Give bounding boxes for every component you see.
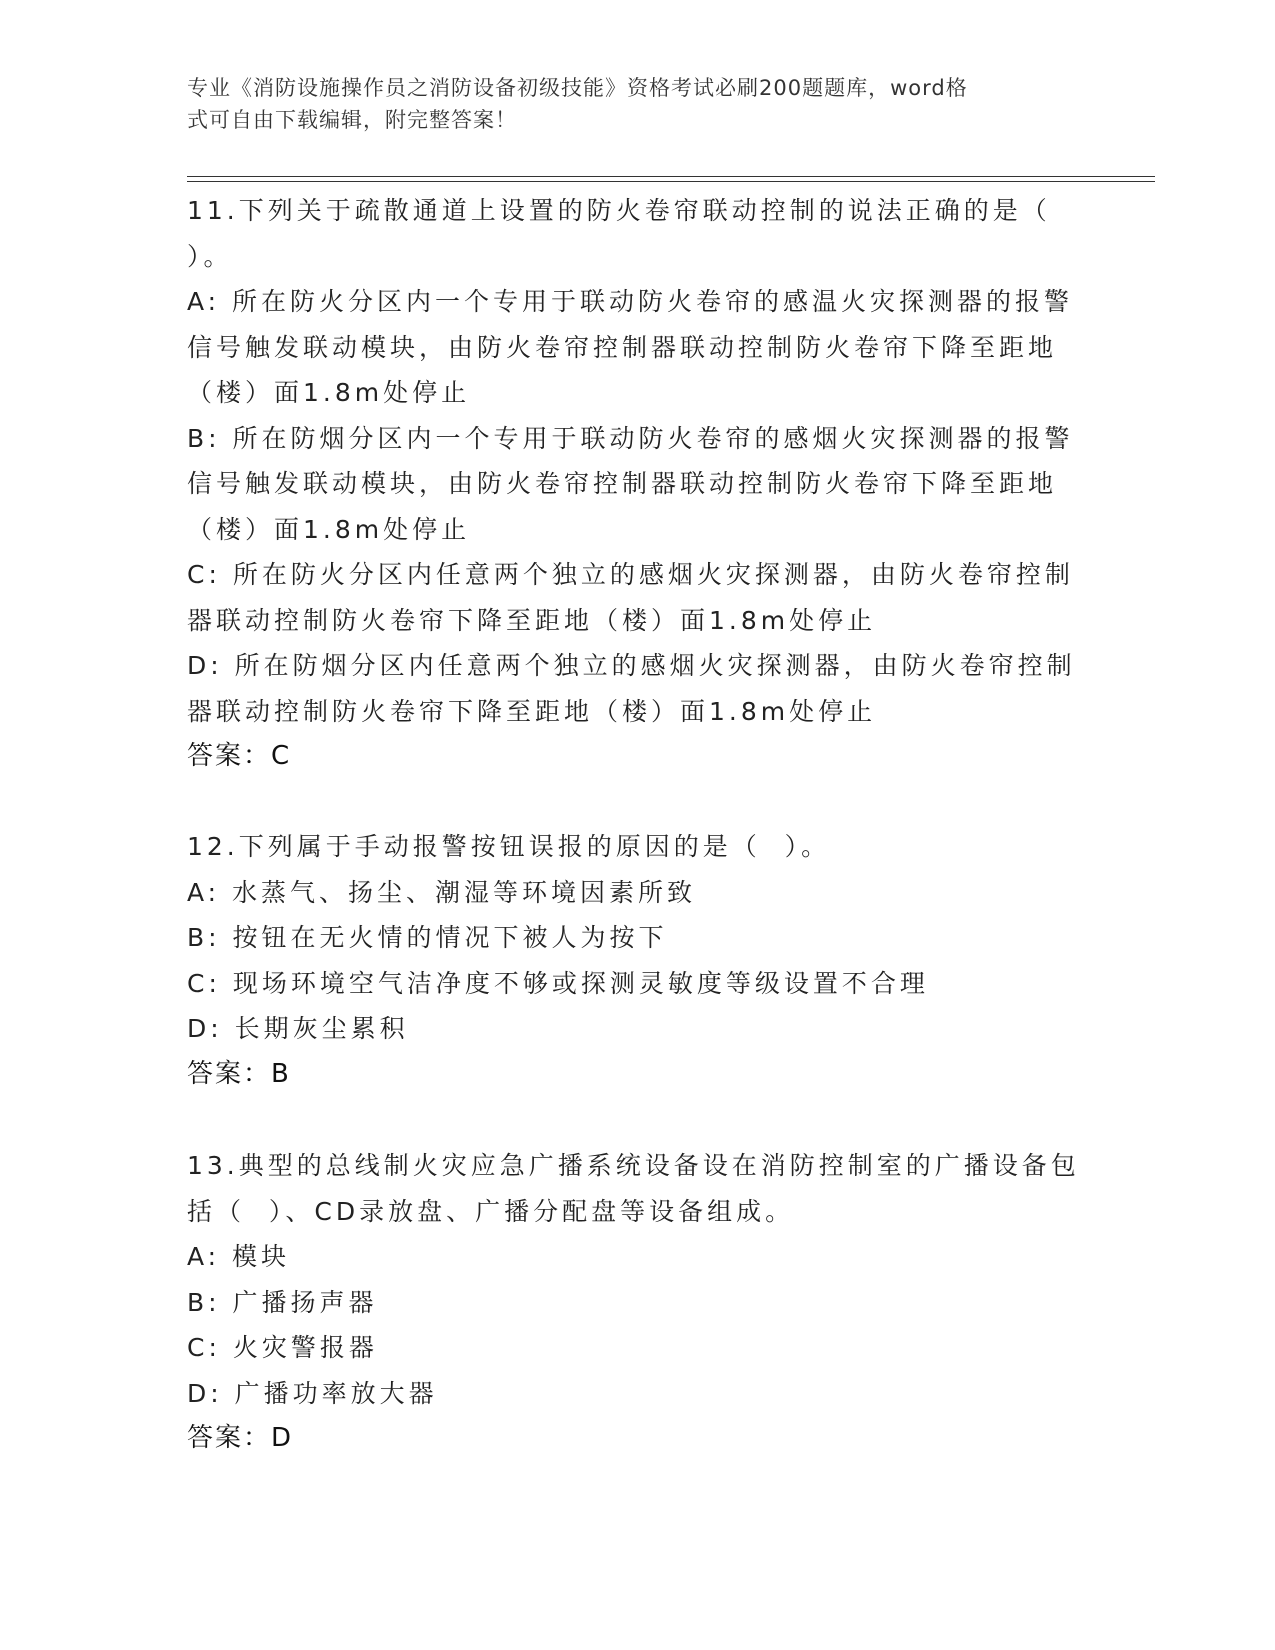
option-c-line: 器联动控制防火卷帘下降至距地（楼）面1.8m处停止: [187, 605, 877, 635]
question-12: [187, 824, 1087, 1097]
option-b-line: B: 广播扬声器: [187, 1287, 378, 1317]
question-11: [187, 188, 1087, 780]
answer-label: 答案：C: [187, 741, 292, 771]
option-a-line: A: 模块: [187, 1242, 291, 1271]
question-stem-line: 括（ ）、CD录放盘、广播分配盘等设备组成。: [187, 1196, 795, 1226]
option-c-line: C: 现场环境空气洁净度不够或探测灵敏度等级设置不合理: [187, 968, 929, 998]
document-header: [187, 72, 1067, 136]
header-line-1: 专业《消防设施操作员之消防设备初级技能》资格考试必刷200题题库，word格: [187, 76, 968, 100]
option-a-line: 信号触发联动模块，由防火卷帘控制器联动控制防火卷帘下降至距地: [187, 332, 1058, 362]
header-line-2: 式可自由下载编辑，附完整答案！: [187, 108, 517, 132]
answer-label: 答案：B: [187, 1058, 291, 1089]
option-a-line: A: 水蒸气、扬尘、潮湿等环境因素所致: [187, 877, 697, 907]
option-d-line: D: 长期灰尘累积: [187, 1014, 409, 1043]
header-divider-bottom: [187, 181, 1155, 182]
option-c-line: C: 所在防火分区内任意两个独立的感烟火灾探测器，由防火卷帘控制: [187, 560, 1074, 589]
option-d-line: D: 所在防烟分区内任意两个独立的感烟火灾探测器，由防火卷帘控制: [187, 651, 1076, 680]
option-c-line: C: 火灾警报器: [187, 1333, 378, 1362]
option-a-line: （楼）面1.8m处停止: [187, 378, 471, 407]
option-a-line: A: 所在防火分区内一个专用于联动防火卷帘的感温火灾探测器的报警: [187, 287, 1074, 316]
question-stem-line: 11.下列关于疏散通道上设置的防火卷帘联动控制的说法正确的是（: [187, 196, 1051, 225]
question-stem-line: ）。: [187, 241, 233, 271]
option-d-line: 器联动控制防火卷帘下降至距地（楼）面1.8m处停止: [187, 696, 877, 726]
question-13: [187, 1143, 1087, 1462]
answer-label: 答案：D: [187, 1423, 294, 1453]
option-b-line: 信号触发联动模块，由防火卷帘控制器联动控制防火卷帘下降至距地: [187, 469, 1058, 498]
header-divider-top: [187, 176, 1155, 177]
option-d-line: D: 广播功率放大器: [187, 1378, 438, 1408]
question-stem-line: 12.下列属于手动报警按钮误报的原因的是（ ）。: [187, 832, 831, 861]
option-b-line: B: 所在防烟分区内一个专用于联动防火卷帘的感烟火灾探测器的报警: [187, 423, 1074, 453]
question-stem-line: 13.典型的总线制火灾应急广播系统设备设在消防控制室的广播设备包: [187, 1151, 1080, 1180]
option-b-line: B: 按钮在无火情的情况下被人为按下: [187, 923, 668, 952]
option-b-line: （楼）面1.8m处停止: [187, 514, 471, 544]
